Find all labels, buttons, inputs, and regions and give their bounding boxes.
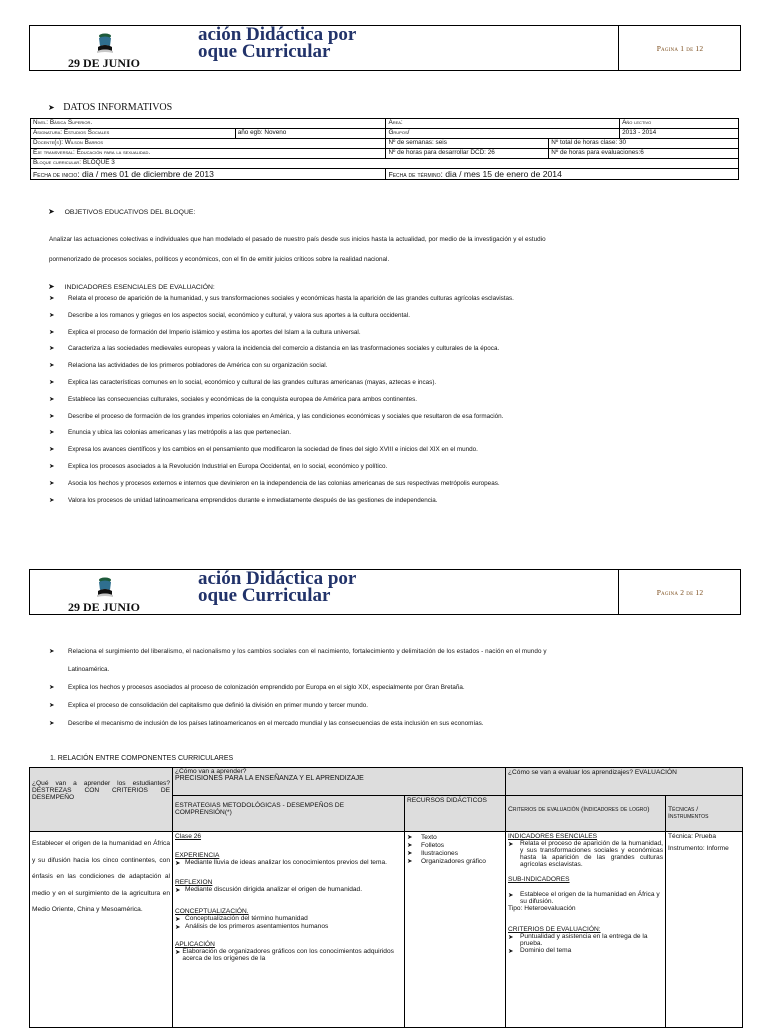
experiencia-label: EXPERIENCIA [175, 852, 220, 859]
destrezas-header: ¿Qué van a aprender los estudiantes? DESTREZAS CON CRITERIOS DE DESEMPEÑO [30, 768, 173, 832]
arrow-bullet-icon: ➤ [49, 395, 55, 403]
concep-item: ➤ Análisis de los primeros asentamientos humanos [175, 923, 329, 931]
arrow-bullet-icon: ➤ [175, 924, 181, 931]
title-line-2: oque Curricular [198, 41, 331, 62]
page-header-1 [29, 25, 741, 71]
list-item: ➤ Texto [407, 834, 437, 841]
indicadores-label: INDICADORES ESENCIALES [508, 833, 598, 840]
section-datos-informativos [48, 102, 172, 113]
list-item: ➤ Explica las características comunes en lo social, económico y cultural de las grandes culturas americanas (mayas, aztecas e incas). [49, 375, 739, 392]
aplicacion-item: ➤ Elaboración de organizadores gráficos con los conocimientos adquiridos acerca de los orígenes de la [175, 948, 394, 962]
fecha-inicio-label: Fecha de inicio [33, 172, 78, 179]
fecha-termino-label: Fecha de término [388, 172, 441, 179]
logo-cell [30, 26, 170, 70]
arrow-bullet-icon: ➤ [508, 892, 514, 899]
title-line-2: oque Curricular [198, 585, 331, 606]
semanas-cell: Nº de semanas: seis [386, 139, 549, 149]
bloque-cell: Bloque curricular: BLOQUE 3 [31, 159, 739, 169]
list-item: ➤ Explica los hechos y procesos asociados al proceso de colonización emprendido por Europa en el siglo XIX, especialmente por Gran Bretaña. [49, 679, 739, 697]
section-title: DATOS INFORMATIVOS [63, 102, 173, 113]
arrow-bullet-icon: ➤ [49, 684, 55, 691]
grupos-cell: Grupos/ [386, 129, 620, 139]
fecha-termino-value: : dia / mes 15 de enero de 2014 [440, 169, 562, 179]
arrow-bullet-icon: ➤ [49, 462, 55, 470]
arrow-bullet-icon: ➤ [407, 850, 413, 857]
reflexion-label: REFLEXION [175, 879, 213, 886]
list-item-continuation: Latinoamérica. [68, 666, 110, 673]
nivel-cell: Nivel: Básica Superior. [31, 119, 386, 129]
list-item: ➤ Explica el proceso de consolidación del capitalismo que definió la división en primer mundo y tercer mundo. [49, 697, 739, 715]
criterios-label: CRITERIOS DE EVALUACIÓN: [508, 926, 601, 933]
arrow-bullet-icon: ➤ [508, 948, 514, 955]
arrow-bullet-icon: ➤ [49, 412, 55, 420]
school-logo-icon [94, 575, 116, 599]
arrow-bullet-icon: ➤ [48, 103, 55, 112]
como-aprender-label: ¿Cómo van a aprender? [175, 768, 247, 775]
page2-list [49, 643, 739, 733]
arrow-bullet-icon: ➤ [508, 841, 514, 848]
list-item: ➤ Organizadores gráfico [407, 858, 486, 865]
arrow-bullet-icon: ➤ [48, 207, 55, 216]
objetivos-line-2: pormenorizado de procesos sociales, políticos y económicos, con el fin de emitir juicios críticos sobre la realidad nacional. [49, 256, 390, 263]
estrategias-cell [173, 832, 405, 1028]
aplicacion-label: APLICACIÓN [175, 941, 215, 948]
horas-eval-cell: Nº de horas para evaluaciones:6 [549, 149, 739, 159]
page-number: Pagina 2 de 12 [618, 570, 741, 614]
criterios-cell [506, 832, 666, 1028]
arrow-bullet-icon: ➤ [407, 842, 413, 849]
precisiones-label: PRECISIONES PARA LA ENSEÑANZA Y EL APRENDIZAJE [175, 775, 364, 782]
docente-cell: Docente(s): Wilson Barros [31, 139, 386, 149]
title-line-1: ación Didáctica por [198, 568, 357, 589]
arrow-bullet-icon: ➤ [49, 378, 55, 386]
anio-lectivo-label: Año lectivo [620, 119, 739, 129]
indicador-item: ➤ Relata el proceso de aparición de la humanidad, y sus transformaciones sociales y económicas hasta la aparición de las grandes culturas agrícolas esclavistas. [508, 840, 663, 868]
conceptualizacion-label: CONCEPTUALIZACIÓN. [175, 908, 249, 915]
list-item: ➤ Folletos [407, 842, 445, 849]
tecnicas-header: Técnicas / Instrumentos [666, 796, 743, 832]
clase-label: Clase 26 [175, 833, 202, 840]
concep-item: ➤ Conceptualización del término humanidad [175, 915, 308, 923]
fecha-termino-cell [386, 169, 739, 180]
experiencia-item: ➤ Mediante lluvia de ideas analizar los conocimientos previos del tema. [175, 859, 387, 867]
objetivos-title: OBJETIVOS EDUCATIVOS DEL BLOQUE: [64, 209, 196, 216]
instrumento-value: Instrumento: Informe [668, 845, 729, 852]
tecnica-value: Técnica: Prueba [668, 833, 717, 840]
precisiones-header [173, 768, 506, 796]
curricular-table [29, 767, 743, 1028]
indicadores-list [49, 291, 739, 509]
header-date: 29 DE JUNIO [68, 56, 141, 70]
document-title [198, 570, 356, 604]
list-item: ➤ Expresa los avances científicos y los cambios en el pensamiento que modificaron la sociedad de fines del siglo XVIII e inicios del XIX en el mundo. [49, 442, 739, 459]
eje-cell: Eje transversal: Educación para la sexualidad. [31, 149, 386, 159]
arrow-bullet-icon: ➤ [49, 446, 55, 454]
list-item: ➤ Relaciona las actividades de los primeros pobladores de América con su organización social. [49, 358, 739, 375]
arrow-bullet-icon: ➤ [49, 295, 55, 302]
arrow-bullet-icon: ➤ [49, 702, 55, 709]
arrow-bullet-icon: ➤ [49, 479, 55, 487]
arrow-bullet-icon: ➤ [49, 362, 55, 370]
anio-egb-cell: año egb: Noveno [235, 129, 386, 139]
fecha-inicio-value: : dia / mes 01 de diciembre de 2013 [77, 169, 214, 179]
page-header-2 [29, 569, 741, 615]
arrow-bullet-icon: ➤ [49, 345, 55, 353]
sub-indicadores-label: SUB-INDICADORES [508, 876, 570, 883]
arrow-bullet-icon: ➤ [49, 496, 55, 504]
list-item: ➤ Explica el proceso de formación del Imperio islámico y estima los aportes del Islam a la cultura universal. [49, 325, 739, 342]
criterios-header: Criterios de evaluación (Indicadores de logro) [506, 796, 666, 832]
arrow-bullet-icon: ➤ [49, 720, 55, 727]
arrow-bullet-icon: ➤ [508, 934, 514, 941]
info-table [30, 118, 739, 180]
arrow-bullet-icon: ➤ [407, 858, 413, 865]
arrow-bullet-icon: ➤ [175, 887, 181, 894]
tecnicas-cell [666, 832, 743, 1028]
estrategias-header: ESTRATEGIAS METODOLÓGICAS - DESEMPEÑOS DE COMPRENSIÓN(*) [173, 796, 405, 832]
reflexion-item: ➤ Mediante discusión dirigida analizar el origen de humanidad. [175, 886, 363, 894]
evaluar-header: ¿Cómo se van a evaluar los aprendizajes? EVALUACIÓN [506, 768, 743, 796]
relacion-heading: 1. RELACIÓN ENTRE COMPONENTES CURRICULARES [50, 755, 234, 762]
list-item: ➤ Establece las consecuencias culturales, sociales y económicas de la conquista europea de América para ambos continentes. [49, 392, 739, 409]
list-item: ➤ Explica los procesos asociados a la Revolución Industrial en Europa Occidental, en lo social, económico y político. [49, 459, 739, 476]
indicadores-heading [48, 282, 215, 291]
asignatura-cell: Asignatura: Estudios Sociales [31, 129, 236, 139]
list-item: ➤ Relaciona el surgimiento del liberalismo, el nacionalismo y los cambios sociales con el nacimiento, fortalecimiento y delimitación de los estados - nación en el mundo y [49, 643, 739, 661]
list-item: ➤ Valora los procesos de unidad latinoamericana emprendidos durante e inmediatamente después de las gestiones de independencia. [49, 493, 739, 510]
criterio-item: ➤ Puntualidad y asistencia en la entrega de la prueba. [508, 933, 648, 947]
arrow-bullet-icon: ➤ [407, 834, 413, 841]
list-item: ➤ Ilustraciones [407, 850, 459, 857]
arrow-bullet-icon: ➤ [49, 328, 55, 336]
indicadores-title: INDICADORES ESENCIALES DE EVALUACIÓN: [64, 284, 215, 291]
fecha-inicio-cell [31, 169, 386, 180]
objetivos-heading [48, 207, 195, 216]
list-item: ➤ Describe a los romanos y griegos en los aspectos social, económico y cultural, y valora sus aportes a la cultura occidental. [49, 308, 739, 325]
recursos-cell [405, 832, 506, 1028]
list-item: ➤ Describe el mecanismo de inclusión de los países latinoamericanos en el mercado mundial y las consecuencias de esta inclusión en sus economías. [49, 715, 739, 733]
list-item: ➤ Relata el proceso de aparición de la humanidad, y sus transformaciones sociales y económicas hasta la aparición de las grandes culturas agrícolas esclavistas. [49, 291, 739, 308]
arrow-bullet-icon: ➤ [49, 429, 55, 437]
list-item: ➤ Describe el proceso de formación de los grandes imperios coloniales en América, y las condiciones económicas y sociales que resultaron de esa formación. [49, 409, 739, 426]
criterio-item: ➤ Dominio del tema [508, 947, 572, 955]
list-item: ➤ Caracteriza a las sociedades medievales europeas y valora la incidencia del comercio a distancia en las trasformaciones sociales y culturales de la época. [49, 341, 739, 358]
arrow-bullet-icon: ➤ [175, 949, 181, 956]
arrow-bullet-icon: ➤ [48, 282, 55, 291]
total-horas-cell: Nº total de horas clase: 30 [549, 139, 739, 149]
tipo-evaluacion: Tipo: Heteroevaluación [508, 905, 576, 912]
header-date: 29 DE JUNIO [68, 600, 141, 614]
objetivos-text [49, 230, 737, 270]
list-item: ➤ Enuncia y ubica las colonias americanas y las metrópolis a las que pertenecían. [49, 425, 739, 442]
list-item: ➤ Asocia los hechos y procesos externos e internos que devinieron en la independencia de las colonias americanas de sus respectivas metrópolis europeas. [49, 476, 739, 493]
arrow-bullet-icon: ➤ [175, 860, 181, 867]
document-title [198, 26, 356, 60]
title-line-1: ación Didáctica por [198, 24, 357, 45]
objetivos-line-1: Analizar las actuaciones colectivas e individuales que han modelado el pasado de nuestro país desde sus inicios hasta la actualidad, por medio de la investigación y el estudio [49, 236, 546, 243]
sub-indicador-item: ➤ Establece el origen de la humanidad en África y su difusión. [508, 891, 660, 905]
arrow-bullet-icon: ➤ [49, 311, 55, 319]
page-number: Pagina 1 de 12 [618, 26, 741, 70]
destreza-cell: Establecer el origen de la humanidad en África y su difusión hacia los cinco continentes, con énfasis en las condiciones de adaptación al medio y en el surgimiento de la agricultura en Medio Oriente, China y Mesoamérica. [30, 832, 173, 1028]
anio-lectivo-value: 2013 - 2014 [620, 129, 739, 139]
arrow-bullet-icon: ➤ [175, 916, 181, 923]
recursos-header: RECURSOS DIDÁCTICOS [405, 796, 506, 832]
school-logo-icon [94, 31, 116, 55]
logo-cell [30, 570, 170, 614]
area-cell: Área: [386, 119, 620, 129]
horas-dcd-cell: Nº de horas para desarrollar DCD: 26 [386, 149, 549, 159]
arrow-bullet-icon: ➤ [49, 648, 55, 655]
